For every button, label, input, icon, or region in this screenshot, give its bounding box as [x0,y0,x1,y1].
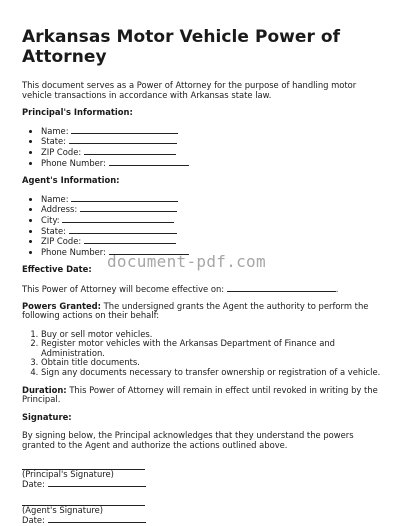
watermark-text: document-pdf.com [107,252,266,271]
agent-date-line [48,515,146,523]
agent-name-line [71,194,178,202]
duration-paragraph: Duration: This Power of Attorney will remain in effect until revoked in writing by the Principal. [22,384,378,405]
power-item: 2. Register motor vehicles with the Arkansas Department of Finance and Administration. [41,339,384,358]
effective-date-line [227,284,336,292]
agent-fields [22,194,384,258]
principal-state-line [69,136,177,144]
agent-zip-field: • ZIP Code: [41,236,384,247]
principal-signature-label: (Principal's Signature) [22,468,114,479]
principal-zip-field: • ZIP Code: [41,147,384,158]
powers-list [22,330,384,378]
agent-state-line [69,226,177,234]
agent-phone-field: • Phone Number: [41,247,384,258]
document-page [22,27,384,526]
principal-state-field: • State: [41,136,384,147]
agent-name-field: • Name: [41,194,384,205]
powers-label: Powers Granted: [22,300,101,311]
principal-phone-field: • Phone Number: [41,158,384,169]
intro-paragraph: This document serves as a Power of Attorney for the purpose of handling motor vehicle transactions in accordance with Arkansas state law. [22,80,357,100]
agent-address-field: • Address: [41,204,384,215]
principal-heading: Principal's Information: [22,107,133,118]
effective-paragraph: This Power of Attorney will become effective on: . [22,283,339,294]
agent-city-line [62,215,174,223]
agent-state-field: • State: [41,226,384,237]
principal-date-field: Date: [22,479,384,490]
power-item: 4. Sign any documents necessary to transfer ownership or registration of a vehicle. [41,368,384,378]
power-item: 3. Obtain title documents. [41,358,384,368]
agent-phone-line [109,247,189,255]
agent-zip-line [84,236,176,244]
principal-fields [22,126,384,168]
principal-name-line [71,126,178,134]
agent-signature-label: (Agent's Signature) [22,504,104,515]
principal-phone-line [109,158,189,166]
duration-label: Duration: [22,384,67,395]
agent-address-line [80,204,177,212]
power-item: 1. Buy or sell motor vehicles. [41,330,384,340]
principal-date-line [48,479,146,487]
signature-paragraph: By signing below, the Principal acknowledges that they understand the powers granted to the Agent and authorize the actions outlined above. [22,430,354,451]
document-title: Arkansas Motor Vehicle Power of Attorney [22,27,341,67]
powers-paragraph: Powers Granted: The undersigned grants the Agent the authority to perform the following actions on their behalf: [22,300,369,321]
agent-city-field: • City: [41,215,384,226]
signature-heading: Signature: [22,411,72,422]
agent-date-field: Date: [22,515,384,526]
principal-zip-line [84,147,176,155]
effective-heading: Effective Date: [22,264,92,275]
agent-heading: Agent's Information: [22,175,120,186]
principal-name-field: • Name: [41,126,384,137]
